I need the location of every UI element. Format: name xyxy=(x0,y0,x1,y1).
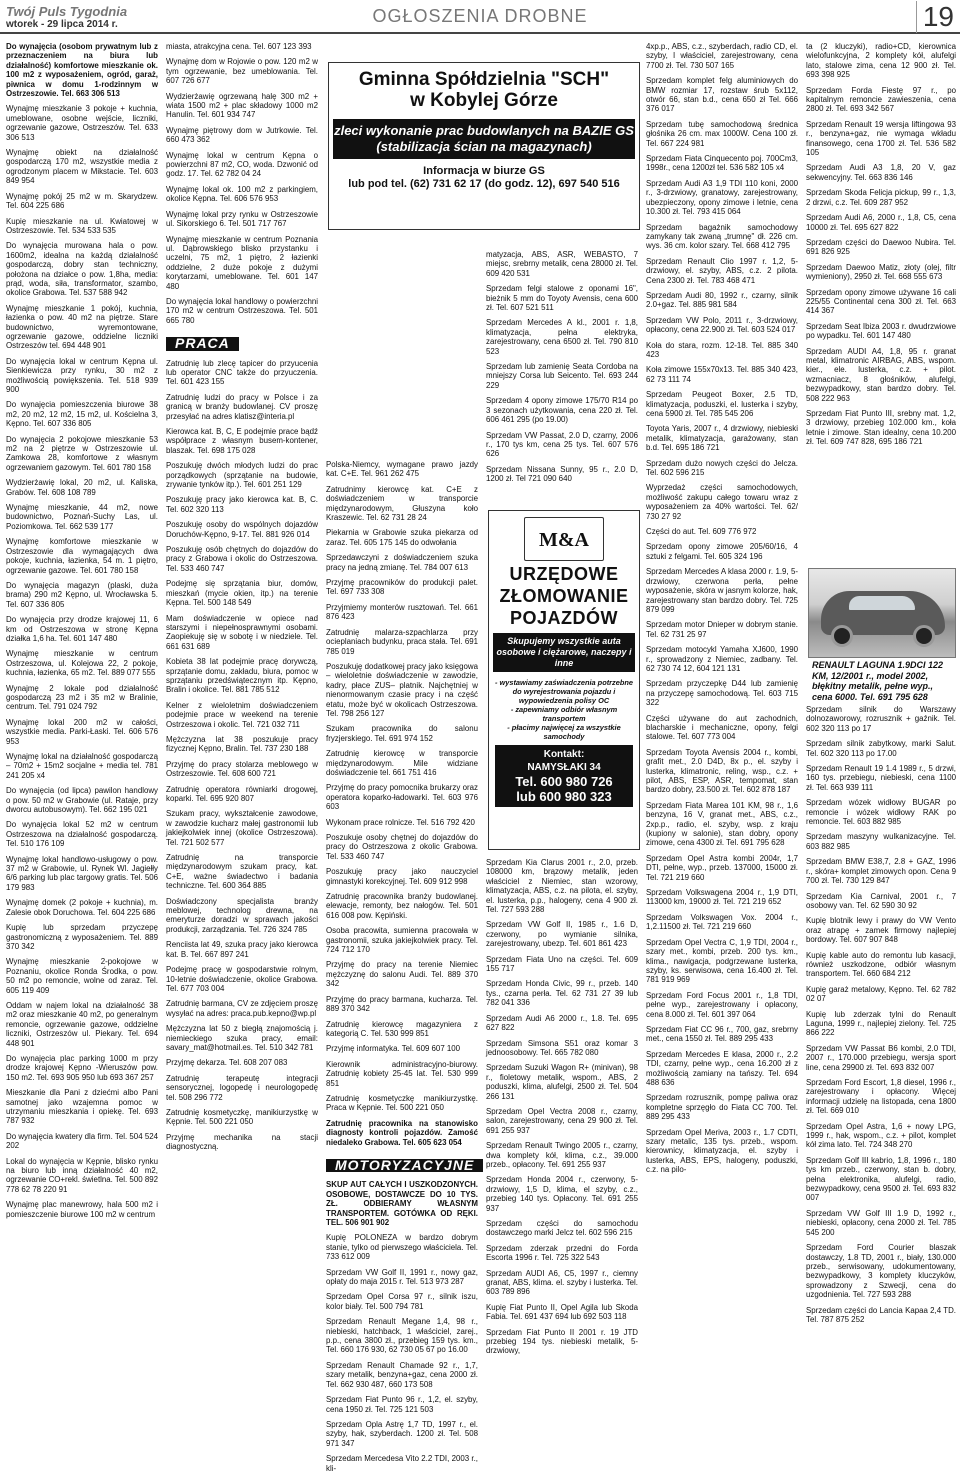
classified-ad: Sprzedam Peugeot Boxer, 2.5 TD, klimatyzacja, poduszki, el. lusterka i szyby, cena 5900 zł. Tel. 785 545 206 xyxy=(646,390,798,418)
classified-ad: Sprzedam VW Golf III 1.9 D, 1992 r., niebieski, opłacony, cena 2000 zł. Tel. 785 545 200 xyxy=(806,1208,956,1237)
classified-ad: Szukam pracy, wykształcenie zawodowe, w zawodzie kucharz małej gastronomii lub jakiejkolwiek innej (okolice Ostrzeszowa). Tel. 721 502 577 xyxy=(166,809,318,847)
classified-ad: Sprzedam Audi 80, 1992 r., czarny, silnik 2.0+gaz. Tel. 885 981 584 xyxy=(646,290,798,310)
classified-ad: Sprzedam Fiata Cinquecento poj. 700Cm3, 1998r., cena 1200zł tel. 536 582 105 x4 xyxy=(646,154,798,173)
classified-ad: Podejmę się sprzątania biur, domów, mieszkań (mycie okien, itp.) na terenie Kępna. Tel. 500 148 549 xyxy=(166,579,318,608)
classified-ad: Zatrudnię kosmetyczkę manikiurzystkę. Praca w Kępnie. Tel. 500 221 050 xyxy=(326,1093,478,1113)
section-header-motoryzacyjne: MOTORYZACYJNE xyxy=(326,1159,483,1172)
classified-ad: Sprzedam rozrusznik, pompę paliwa oraz kompletne sprzęgło do Fiata CC 700. Tel. 889 295 433 xyxy=(646,1093,798,1122)
classified-ad: Kobieta 38 lat podejmie pracę dorywczą, sprzątanie domu, zakładu, biura, pomoc w sprzątaniu przedświątecznym itp. Kępno, Bralin i okolice. Tel. 881 785 512 xyxy=(166,657,318,695)
classified-ad: Sprzedam Ford Focus 2001 r., 1,8 TDI, pełne wyp., zarejestrowany i opłacony, cena 8.000 zł. Tel. 601 397 064 xyxy=(646,990,798,1019)
classified-ad: miasta, atrakcyjna cena. Tel. 607 123 393 xyxy=(166,42,312,51)
ad-gs-title-1: Gminna Spółdzielnia "SCH" xyxy=(358,69,610,90)
classified-ad: Do wynajęcia pomieszczenia biurowe 38 m2, 20 m2, 12 m2, 15 m2, ul. Kościelna 3, Kępno. Tel. 607 336 805 xyxy=(6,400,158,429)
classified-ad: Sprzedam Simsona S51 oraz komar 3 jednoosobowy. Tel. 665 782 080 xyxy=(486,1038,638,1057)
classified-ad: Wydzierżawię lokal, 20 m2, ul. Kaliska, Grabów. Tel. 608 108 789 xyxy=(6,478,158,497)
classified-ad: Sprzedam zderzak przedni do Forda Escorta 1996 r. Tel. 725 322 543 xyxy=(486,1243,638,1263)
classified-ad: Do wynajęcia magazyn (plaski, duża brama) 290 m2 Kępno, ul. Wrocławska 5. Tel. 607 336 805 xyxy=(6,580,158,609)
ad-ma-phone-1: Tel. 600 980 726 xyxy=(515,774,613,789)
classified-ad: Kupię garaż metalowy, Kępno. Tel. 62 782 02 07 xyxy=(806,984,956,1004)
classified-ad: Sprzedawczyni z doświadczeniem szuka pracy na jedną zmianę. Tel. 784 007 613 xyxy=(326,553,478,572)
classified-ad: Poszukuję osób chętnych do dojazdów do pracy z Grabowa i okolic do Ostrzeszowa. Tel. 533 460 747 xyxy=(166,545,318,573)
classified-ad: Sprzedam Opel Vectra C, 1,9 TDI, 2004 r., szary met., kombi, przeb. 200 tys. km., klima., nawigacja, podgrzewane lusterka, szyby, ks. serwisowa, cena 16.400 zł. Tel. 781 919 969 xyxy=(646,937,798,985)
classified-ad: Sprzedam komplet felg aluminiowych do BMW rozmiar 17, rozstaw śrub 5x112, otwór 66, stan b.d., cena 650 zł Tel. 666 376 017 xyxy=(646,76,798,114)
ad-ma-bar: Skupujemy wszystkie auta osobowe i ciężarowe, naczepy i inne xyxy=(493,633,635,672)
classified-ad: Do wynajęcia 2 pokojowe mieszkanie 53 m2 na 2 piętrze w Ostrzeszowie ul. Zamkowa 28, komfortowe z własnym ogrzewaniem gazowym. Tel. 601 780 158 xyxy=(6,434,158,472)
classified-ad: Wynajmę komfortowe mieszkanie w Ostrzeszowie dla wymagających dwa pokoje, kuchnia, łazienka, 54 m. 1 piętro, ogrzewanie gazowe. Tel. 601 780 158 xyxy=(6,537,158,575)
classified-ad: Wynajmę lokal na działalność gospodarczą – 70m2 + 15m2 socjalne + media tel. 781 241 205 x4 xyxy=(6,752,158,780)
classified-ad: Zatrudnię kierowcę magazyniera z kategorią C. Tel. 530 999 851 xyxy=(326,1019,478,1038)
classified-ad: Sprzedam Renault Megane 1,4, 98 r., niebieski, hatchback, 1 właściciel, zarej., p.p., cena 3800 zł., przebieg 159 tys. km., Tel. 660 176 930, 62 730 05 67 po 16.00 xyxy=(326,1317,478,1355)
classified-ad: Szukam pracownika do salonu fryzjerskiego. Tel. 691 974 152 xyxy=(326,724,478,743)
classified-ad: Sprzedam Mercedes E klasa, 2000 r., 2.2 TDI, czarny, pełne wyp., cena 16.200 zł z możliwością zamiany na tańszy. Tel. 694 488 636 xyxy=(646,1049,798,1087)
classified-ad: Oddam w najem lokal na działalność 38 m2 oraz mieszkanie 40 m2, po generalnym remoncie, ogrzewanie gazowe, oddzielne liczniki, Ostrzeszów ul. Piekary. Tel. 694 448 901 xyxy=(6,1000,158,1048)
classified-ad: Sprzedam 4 opony zimowe 175/70 R14 po 3 sezonach użytkowania, cena 220 zł. Tel. 606 461 295 (po 19.00) xyxy=(486,396,638,425)
ad-ma-contact xyxy=(495,745,633,807)
classified-ad: Do wynajęcia lokal w centrum Kępna ul. Sienkiewicza przy rynku, 30 m2 z możliwością powiększenia. Tel. 518 939 900 xyxy=(6,356,158,394)
classified-ad: Wynajmę lokal przy rynku w Ostrzeszowie ul. Sikorskiego 6. Tel. 501 717 767 xyxy=(166,209,318,229)
classified-ad: Sprzedam BMW E38,7, 2.8 + GAZ, 1996 r., skóra+ komplet zimowych opon. Cena 9 700 zł. Tel. 730 129 847 xyxy=(806,857,956,886)
classified-ad: Wynajmę mieszkanie 3 pokoje + kuchnia, umeblowane, osobne wejście, liczniki, ogrzewanie gazowe, Ostrzeszów. Tel. 633 306 513 xyxy=(6,104,158,142)
classified-ad: ta (2 kluczyki), radio+CD, kierownica wielofunkcyjna, 2 komplety kół, alufelgi lato, stalowe zima, cena 12 900 zł. Tel. 693 398 925 xyxy=(806,42,956,80)
classified-ad: Mężczyzna lat 50 z biegłą znajomością j. niemieckiego szuka pracy, email: savary_mat@hotmail.es. Tel. 510 342 781 xyxy=(166,1024,318,1052)
classified-ad: Sprzedam Kia Carnival, 2001 r., 7 osobowy van. Tel. 62 590 30 92 xyxy=(806,891,956,910)
classified-ad: Polska-Niemcy, wymagane prawo jazdy kat. C+E. Tel. 961 262 475 xyxy=(326,460,478,479)
classified-ad: Mam doświadczenie w opiece nad starszymi i niepełnosprawnymi osobami. Zaopiekuję się w sobotę i w niedziele. Tel. 661 631 689 xyxy=(166,613,318,651)
classified-ad: Sprzedam Forda Fiestę 97 r., po kapitalnym remoncie zawieszenia, cena 2800 zł. Tel. 693 342 567 xyxy=(806,85,956,114)
classified-ad: Sprzedam Fiat Punto II 2001 r. 19 JTD przebieg 194 tys. niebieski metalik, 5-drzwiowy, xyxy=(486,1327,638,1356)
classified-ad: Wynajmę dom w Rojowie o pow. 120 m2 w tym ogrzewanie, bez umeblowania. Tel. 607 726 677 xyxy=(166,57,318,86)
classified-ad: Sprzedam Seat Ibiza 2003 r. dwudrzwiowe po wypadku. Tel. 601 147 480 xyxy=(806,321,956,341)
classified-ad: Sprzedam Audi A3 1,8, 20 V, gaz sekwencyjny. Tel. 663 836 146 xyxy=(806,163,956,182)
classified-ad: Przyjmę do pracy stolarza meblowego w Ostrzeszowie. Tel. 608 600 721 xyxy=(166,759,318,779)
classified-ad: Sprzedam części do Daewoo Nubira. Tel. 691 826 925 xyxy=(806,237,956,257)
classified-ad: Sprzedam Suzuki Wagon R+ (minivan), 98 r., fioletowy metalik, wspom., ABS, 2 poduszki, klima, alufelgi, 2500 zł. Tel. 504 266 131 xyxy=(486,1063,638,1101)
classified-ad: Sprzedam Ford Escort, 1,8 diesel, 1996 r., zarejestrowany i opłacony. Więcej informacji udzielę na listopada, cena 1800 zł. Tel. 669 010 xyxy=(806,1078,956,1116)
classified-ad: Sprzedam motocykl Yamaha XJ600, 1990 r., sprowadzony z Niemiec, zadbany. Tel. 62 730 74 12, 604 121 131 xyxy=(646,645,798,673)
classified-ad: Przyjmę do pracy na terenie Niemiec mężczyznę do salonu Audi. Tel. 889 370 342 xyxy=(326,960,478,989)
classified-ad: Przyjmę pracowników do produkcji palet. Tel. 697 733 308 xyxy=(326,578,478,597)
classified-ad: Sprzedam opony zimowe 205/60/16, 4 sztuki z felgami. Tel. 605 324 196 xyxy=(646,542,798,561)
classified-ad: Poszukuję dwóch młodych ludzi do prac porządkowych (sprzątanie na budowie, zrywanie tynków itp.). Tel. 601 251 129 xyxy=(166,461,318,490)
column-5 xyxy=(646,42,798,1438)
classified-ad: Zatrudnię ludzi do pracy w Polsce i za granicą w branży budowlanej. CV proszę przesyłać na adres klatisz@interia.pl xyxy=(166,392,318,421)
ad-ma-address: NAMYSŁAKI 34 xyxy=(527,762,601,773)
classified-ad: Sprzedam przyczepkę D44 lub zamienię na przyczepę samochodową. Tel. 603 715 322 xyxy=(646,679,798,708)
classified-ad: Wynajmę lokal w centrum Kępna o powierzchni 87 m2, CO, woda. Dzwonić od godz. 17. Tel. 62 782 04 24 xyxy=(166,150,318,179)
classified-ad: Przyjmę dekarza. Tel. 608 207 083 xyxy=(166,1058,288,1068)
section-title: OGŁOSZENIA DROBNE xyxy=(372,6,588,26)
classified-ad: Kupię Fiat Punto II, Opel Agila lub Skoda Fabia. Tel. 691 437 694 lub 692 503 118 xyxy=(486,1302,638,1322)
ad-ma-list-item: - płacimy najwięcej za wszystkie samochody xyxy=(507,723,621,741)
page-header xyxy=(0,0,960,34)
classified-ad: Sprzedam Opel Astra, 1,6 + nowy LPG, 1999 r., hak, wspom., c.z. + pilot, komplet kół zima lato. Tel. 724 348 270 xyxy=(806,1121,956,1150)
classified-ad: Podejmę pracę w gospodarstwie rolnym, 10-letnie doświadczenie, okolice Grabowa. Tel. 677 703 004 xyxy=(166,965,318,993)
column-6-bottom xyxy=(806,705,956,1438)
classified-ad: Sprzedam Fiata Marea 101 KM, 98 r., 1,6 benzyna, 16 V, granat met., ABS, c.z., 2xp.p., radio, el. szyby, wsp. z kraju (kupiony w salonie), stan dobry, opony zimowe, cena 4300 zł. Tel. 691 795 628 xyxy=(646,800,798,848)
classified-ad: Sprzedam VW Passat, 2.0 D, czarny, 2006 r., 170 tys km, cena 25 tys. Tel. 607 576 626 xyxy=(486,430,638,459)
classified-ad: Zatrudnię operatora równiarki drogowej, koparki. Tel. 695 920 807 xyxy=(166,784,318,803)
classified-ad: Sprzedam Honda Civic, 99 r., przeb. 140 tys., czarna perła. Tel. 62 731 27 39 lub 782 041 336 xyxy=(486,979,638,1008)
ad-ma-phone-2: lub 600 980 323 xyxy=(516,789,612,804)
classified-ad: Sprzedam Fiata Uno na części. Tel. 609 155 717 xyxy=(486,954,638,974)
classified-ad: Sprzedam Honda 2004 r., czerwony, 5-drzwiowy, 1,5 D, klima, el szyby, c.z., przebieg 140 tys. Opłacony. Tel. 691 255 937 xyxy=(486,1175,638,1213)
classified-ad: Do wynajęcia kwatery dla firm. Tel. 504 524 202 xyxy=(6,1131,158,1151)
classified-ad: Przyjmę do pracy pomocnika brukarzy oraz operatora koparko-ładowarki. Tel. 603 976 603 xyxy=(326,783,478,812)
ad-gs-bar xyxy=(333,119,635,159)
column-2 xyxy=(166,42,318,1438)
classified-ad: Wynajmę domek (2 pokoje + kuchnia), m. Zalesie obok Doruchowa. Tel. 604 225 686 xyxy=(6,898,158,917)
classified-ad: Sprzedam Nissana Sunny, 95 r., 2.0 D, 1200 zł. Tel 721 090 640 xyxy=(486,464,638,484)
classified-ad: SKUP AUT CAŁYCH I USZKODZONYCH. OSOBOWE, DOSTAWCZE DO 10 TYS. ZŁ. ODBIERAMY WŁASNYM TRANSPORTEM. GOTÓWKA OD RĘKI. TEL. 506 901 902 xyxy=(326,1180,478,1227)
classified-ad: Wynajmę mieszkanie w centrum Ostrzeszowa, ul. Kolejowa 22, 2 pokoje, kuchnia, łazienka, 65 m2. Tel. 889 077 555 xyxy=(6,649,158,678)
classified-ad: Sprzedam VW Polo, 2011 r., 3-drzwiowy, opłacony, cena 22.900 zł. Tel. 603 524 017 xyxy=(646,315,798,335)
page-number: 19 xyxy=(916,1,954,33)
classified-ad: Mężczyzna lat 38 poszukuje pracy fizycznej Kępno, Bralin. Tel. 737 230 188 xyxy=(166,734,318,754)
classified-ad: Sprzedam bagażnik samochodowy zamykany tak zwaną „trumnę" dł. 226 cm. wys. 36 cm. kolor szary. Tel. 668 412 795 xyxy=(646,222,798,251)
classified-ad: 4xp.p., ABS, c.z., szyberdach, radio CD, el. szyby, I właściciel, zarejestrowany, cena 7700 zł. Tel. 730 507 165 xyxy=(646,42,798,70)
classified-ad: Przyjmę mechanika na stacji diagnostyczną. xyxy=(166,1132,318,1152)
issue-date: wtorek - 29 lipca 2014 r. xyxy=(6,19,118,30)
classified-ad: Sprzedam Fiat Punto III, srebny mat. 1,2, 3 drzwiowy, przebieg 102.000 km., koła letnie i zimowe. Stan idealny, cena 10.200 zł. Tel. 609 747 828, 695 186 721 xyxy=(806,409,956,447)
classified-ad: Sprzedam VW Golf II, 1985 r., 1.6 D, czerwony, po wymianie silnika, zarejestrowany, ubezp. Tel. 601 861 423 xyxy=(486,920,638,949)
classified-ad: Sprzedam Opel Astra kombi 2004r, 1,7 DTI, pełne, wyp., przeb. 137000, 15000 zł. Tel. 721 219 660 xyxy=(646,853,798,882)
classified-ad: Sprzedam silnik do Warszawy dolnozaworowy, rozrusznik + gaźnik. Tel. 602 320 113 po 17 xyxy=(806,705,956,733)
classified-ad: Poszukuje osoby chętnej do dojazdów do pracy do Ostrzeszowa z okolic Grabowa. Tel. 533 460 747 xyxy=(326,833,478,861)
classified-ad: Sprzedam Daewoo Matiz, złoty (olej, filtr wymieniony), 2950 zł. Tel. 668 555 673 xyxy=(806,262,956,282)
classified-ad: Sprzedam Audi A6, 2000 r., 1,8, C5, cena 10000 zł. Tel. 695 627 822 xyxy=(806,213,956,232)
classified-ad: Sprzedam Mercedesa Vito 2.2 TDI, 2003 r., kli- xyxy=(326,1454,478,1473)
classified-ad: Części używane do aut zachodnich, blacharskie i mechaniczne, opony, felgi stalowe. Tel. 607 773 004 xyxy=(646,713,798,742)
classified-ad: Sprzedam Audi A6 2000 r., 1.8. Tel. 695 627 822 xyxy=(486,1013,638,1033)
classified-ad: Piekarnia w Grabowie szuka piekarza od zaraz. Tel. 605 175 145 do odwołania xyxy=(326,528,478,547)
classified-ad: Sprzedam Skoda Felicja pickup, 99 r., 1,3, 2 drzwi, c.z. Tel. 609 287 952 xyxy=(806,188,956,207)
classified-ad: Zatrudnię na transporcie międzynarodowym szukam pracy, kat. C+E, ważne świadectwo i badania techniczne. Tel. 600 364 885 xyxy=(166,853,318,891)
classified-ad: Wynajmę lokal ok. 100 m2 z parkingiem, okolice Kępna. Tel. 606 576 953 xyxy=(166,184,318,204)
classified-ad: Zatrudnię barmana, CV ze zdjęciem proszę wysyłać na adres: praca.pub.kepno@wp.pl xyxy=(166,999,318,1018)
classified-ad: Sprzedam Renault 19 1.4 1989 r., 5 drzwi, 160 tys. przebiegu, niebieski, cena 1100 zł. Tel. 663 939 111 xyxy=(806,764,956,792)
classified-ad: Zatrudnimy kierowcę kat. C+E z doświadczeniem w transporcie międzynarodowym, Głuszyna koło Kraszewic. Tel. 62 731 28 24 xyxy=(326,484,478,523)
classified-ad: Sprzedam Renault 19 wersja liftingowa 93 r., benzyna+gaz, nie wymaga wkładu finansowego, cena 1700 zł. Tel. 536 582 105 xyxy=(806,119,956,158)
classified-ad: Do wynajęcia murowana hala o pow. 1600m2, idealna na każdą działalność gospodarczą, dobry stan techniczny, położona na działce o pow. 1,8ha, media: prąd, woda, siła, transformator, szambo, okolice Grabowa. Tel. 537 588 942 xyxy=(6,241,158,298)
classified-ad: Zatrudnię kierowcę w transporcie międzynarodowym. Mile widziane doświadczenie tel. 661 751 416 xyxy=(326,749,478,777)
classified-ad: Sprzedam dużo nowych części do Jelcza. Tel. 602 596 215 xyxy=(646,458,798,478)
column-3 xyxy=(326,460,478,1473)
classified-ad: Wynajmę piętrowy dom w Jutrkowie. Tel. 660 473 362 xyxy=(166,125,318,145)
ad-gs-info-1: Informacja w biurze GS xyxy=(423,165,545,177)
classified-ad: Zatrudnię pracownika branży budowlanej. elewacje, remonty, bez nałogów. Tel. 501 616 008 pow. Kępiński. xyxy=(326,892,478,920)
classified-ad: Kupię mieszkanie na ul. Kwiatowej w Ostrzeszowie. Tel. 534 533 535 xyxy=(6,216,158,235)
classified-ad: Wynajmę lokal 200 m2 w całości, wszystkie media. Parki-Łaski. Tel. 606 576 953 xyxy=(6,717,158,746)
classified-ad: Osoba pracowita, sumienna pracowała w gastronomii, szuka jakiejkolwiek pracy. Tel. 724 712 170 xyxy=(326,926,478,955)
classified-ad: Kupię kable auto do remontu lub kasacji, również uszkodzone, odbiór własnym transportem. Tel. 660 684 212 xyxy=(806,950,956,979)
ad-ma-headline-3: POJAZDÓW xyxy=(509,608,618,628)
classified-ad: Sprzedam motor Dnieper w dobrym stanie. Tel. 62 731 25 97 xyxy=(646,620,798,639)
classified-ad: Sprzedam Opel Meriva, 2003 r., 1.7 CDTI, szary metalic, 135 tys. przeb., wspom. kierownicy, klimatyzacja, el. szyby i lusterka, ABS, EPS, halogeny, poduszki, c.z. na pilo- xyxy=(646,1127,798,1175)
classified-ad: Sprzedam Mercedes A kl., 2001 r. 1,8, klimatyzacja, pełna elektryka, zarejestrowany, cena 6500 zł. Tel. 790 810 523 xyxy=(486,318,638,356)
column-6-top xyxy=(806,42,956,562)
classified-ad: Sprzedam Renault Chamade 92 r., 1,7, szary metalik, benzyna+gaz, cena 2000 zł. Tel. 662 930 487, 660 173 508 xyxy=(326,1360,478,1389)
classified-ad: Wynajmę mieszkanie 1 pokój, kuchnia, łazienka o pow. 40 m2 na piętrze. Stare budownictwo, wyremontowane, ogrzewanie gazowe, oddzielne liczniki Ostrzeszów tel. 694 448 901 xyxy=(6,303,158,351)
classified-ad: Sprzedam AUDI A6, C5, 1997 r., ciemny granat, ABS, klima. el. szyby i lusterka. Tel. 603 789 896 xyxy=(486,1268,638,1297)
classified-ad: Kupię blotnik lewy i prawy do VW Vento oraz atrapę + zamek firmowy najlepiej bordowy. Tel. 607 907 848 xyxy=(806,916,956,945)
classified-ad: Do wynajęcia lokal 52 m2 w centrum Ostrzeszowa na działalność gospodarczą. Tel. 510 176 109 xyxy=(6,820,158,849)
classified-ad: Sprzedam Golf III kabrio, 1,8, 1996 r., 180 tys km przeb., czerwony, stan b. dobry, pełna elektronika, alufelgi, radio, bezwypadkowy, cena 9500 zł. Tel. 693 832 007 xyxy=(806,1155,956,1203)
section-header-praca: PRACA xyxy=(166,337,239,350)
ad-gs-info-2: lub pod tel. (62) 731 62 17 (do godz. 12), 697 540 516 xyxy=(348,178,620,190)
classified-ad: Doświadczony specjalista branży meblowej, technolog drewna, na emeryturze doradzi w sprawach jakości produkcji, zarządzania. Tel. 726 324 785 xyxy=(166,896,318,934)
classified-ad: Sprzedam Opel Corsa 97 r., silnik iszu, kolor biały. Tel. 500 794 781 xyxy=(326,1292,478,1311)
classified-ad: Kierownik administracyjno-biurowy. Zatrudnię kobiety 25-45 lat. Tel. 530 999 851 xyxy=(326,1059,478,1088)
classified-ad: Sprzedam Opla Astrę 1,7 TD, 1997 r., el. szyby, hak, szyberdach. 1200 zł. Tel. 508 971 347 xyxy=(326,1419,478,1448)
classified-ad: Sprzedam Volkswagena 2004 r., 1,9 DTI, 113000 km, 19000 zł. Tel. 721 219 652 xyxy=(646,888,798,907)
classified-ad: Przyjmę informatyka. Tel. 609 607 100 xyxy=(326,1044,461,1054)
classified-ad: Do wynajęcia plac parking 1000 m przy drodze krajowej Kępno -Wieruszów pow. 150 m2. Tel. 693 905 950 lub 693 367 257 xyxy=(6,1053,158,1082)
classified-ad: Zatrudnię terapeutę integracji sensorycznej, logopedę i neurologopedę tel. 508 296 772 xyxy=(166,1073,318,1102)
classified-ad: Poszukuję dodatkowej pracy jako księgowa – wieloletnie doświadczenie w zawodzie, kadry, płace ZUS– platnik. Najchętniej w nienormowanym czasie pracy i na część etatu, może być w okolicach Ostrzeszowa. Tel. 798 256 127 xyxy=(326,661,478,718)
classified-ad: Wynajmę mieszkanie, 44 m2, nowe budownictwo, Poznań-Suchy Las, ul. Poziomkowa. Tel. 662 539 177 xyxy=(6,503,158,531)
classified-ad: Sprzedam części do Lancia Kapaa 2,4 TD. Tel. 787 875 252 xyxy=(806,1305,956,1324)
ad-gminna-spoldzielnia xyxy=(328,62,640,230)
car-wheel-shape xyxy=(913,625,935,647)
ad-ma-list-item: - wystawiamy zaświadczenia potrzebne do wyrejestrowania pojazdu i wypowiedzenia polisy OC xyxy=(494,678,633,705)
classified-ad: Zatrudnię kosmetyczkę, manikiurzystkę w Kępnie. Tel. 500 221 050 xyxy=(166,1107,318,1127)
classified-ad: Wynajmę obiekt na działalność gospodarczą 170 m2, wszystkie media z ogrodzonym placem w Mikstacie. Tel. 603 849 954 xyxy=(6,148,158,186)
classified-ad: Sprzedam maszyny wulkanizacyjne. Tel. 603 882 985 xyxy=(806,832,956,851)
classified-ad: Sprzedam AUDI A4, 1,8, 95 r. granat metal, klimatronic AIRBAG, ABS, wspom. kier., ele. lusterka, c.z. + pilot. wzmacniacz, 8 głośników, alufelgi, bezwypadkowy, stan bardzo dobry. Tel. 508 222 963 xyxy=(806,346,956,403)
classified-ad: Wynajmę plac manewrowy, hala 500 m2 i pomieszczenie biurowe 100 m2 w centrum xyxy=(6,1200,158,1219)
column-4-bottom xyxy=(486,858,638,1438)
classified-ad: Zatrudnię malarza-szpachlarza przy ocieplaniach budynku, praca stała. Tel. 691 785 019 xyxy=(326,627,478,656)
classified-ad: Wynajmę lokal handlowo-usługowy o pow. 37 m2 w Grabowie, ul. Rynek Wl. Jagiełły 6/6 parking lub plac targowy gratis. Tel. 506 179 983 xyxy=(6,854,158,892)
classified-ad: Renciista lat 49, szuka pracy jako kierowca kat. B. Tel. 667 897 241 xyxy=(166,940,318,959)
ad-gs-bar-line-2: (stabilizacja ścian na magazynach) xyxy=(376,139,592,154)
classified-ad: Toyota Yaris, 2007 r., 4 drzwiowy, niebieski metalik, klimatyzacja, garażowany, stan b.d. Tel. 695 186 721 xyxy=(646,424,798,453)
classified-ad: Sprzedam tubę samochodową średnica głośnika 26 cm. max 1000W. Cena 100 zł. Tel. 667 224 981 xyxy=(646,119,798,148)
classified-ad: Do wynajęcia (od lipca) pawilon handlowy o pow. 50 m2 w Grabowie (ul. Rataje, przy dworcu autobusowym). Tel. 662 195 021 xyxy=(6,786,158,815)
classified-ad: Kupię POLONEZA w bardzo dobrym stanie, tylko od pierwszego właściciela. Tel. 733 612 009 xyxy=(326,1233,478,1262)
ad-ma-headline-1: URZĘDOWE xyxy=(509,564,619,584)
classified-ad: Sprzedam Renault Twingo 2005 r., czarny, dwa komplety kół, klima, c.z., 39.000 przeb., opłacony. Tel. 691 255 937 xyxy=(486,1141,638,1169)
classified-ad: Sprzedam Opel Vectra 2008 r., czarny, salon, zarejestrowany, cena 29 900 zł. Tel. 691 255 937 xyxy=(486,1106,638,1135)
classified-ad: Zatrudnię lub zlecę tapicer do przyucenia lub operator CNC także do przyuczenia. Tel. 601 423 155 xyxy=(166,358,318,387)
classified-ad: Sprzedam felgi stalowe z oponami 16", bieżnik 5 mm do Toyoty Avensis, cena 600 zł. Tel. 607 521 511 xyxy=(486,284,638,313)
classified-ad: Wynajmę 2 lokale pod działalność gospodarczą 23 m2 i 35 m2 w Bralinie, centrum. Tel. 791 024 792 xyxy=(6,683,158,712)
classified-ad: Do wynajęcia lokal handlowy o powierzchni 170 m2 w centrum Ostrzeszowa. Tel. 501 665 780 xyxy=(166,296,318,325)
classified-ad: Koła do stara, rozm. 12-18. Tel. 885 340 423 xyxy=(646,340,798,359)
ad-m-and-a xyxy=(488,510,640,850)
car-photo xyxy=(808,568,956,658)
classified-ad: Kupię lub sprzedam przyczepę gastronomiczną z wyposażeniem. Tel. 889 370 342 xyxy=(6,923,158,951)
classified-ad: Sprzedam VW Passat B6 kombi, 2.0 TDI, 2007 r., 170.000 przebiegu, wersja sport line, cena 29900 zł. Tel. 693 832 007 xyxy=(806,1043,956,1072)
classified-ad: Sprzedam Toyota Avensis 2004 r., kombi, grafit met., 2.0 D4D, 8x p., el. szyby i lusterka, klimatronic, reling, wsp., c.z. + pilot, ABS, ESP, ASR, tempomat, stan bardzo dobry, 23.500 zł. Tel. 602 878 187 xyxy=(646,747,798,795)
classified-ad: Kupię lub zderzak tylni do Renault Laguna, 1999 r., najlepiej zielony. Tel. 725 866 222 xyxy=(806,1009,956,1038)
ad-ma-list xyxy=(489,678,639,741)
ad-ma-headline-2: ZŁOMOWANIE xyxy=(499,586,629,606)
column-4-top xyxy=(486,250,638,506)
classified-ad: Kelner z wieloletnim doświadczeniem podejmie prace w weekend na terenie Ostrzeszowa i okolic. Tel. 721 032 711 xyxy=(166,700,318,729)
classified-ad: Sprzedam części do samochodu dostawczego marki Jelcz tel. 602 596 215 xyxy=(486,1219,638,1238)
car-wheel-shape xyxy=(831,625,853,647)
car-window-shape xyxy=(849,596,915,610)
ad-gs-bar-line-1: zleci wykonanie prac budowlanych na BAZIE GS xyxy=(334,123,634,138)
classified-ad: Sprzedam VW Golf II, 1991 r., nowy gaz, opłaty do maja 2015 r. Tel. 513 973 287 xyxy=(326,1267,478,1287)
car-photo-caption: RENAULT LAGUNA 1.9DCI 122 KM, 12/2001 r., model 2002, błękitny metalik, pełne wyp., cena 6000. Tel. 691 795 628 xyxy=(812,660,944,702)
classified-ad: Kierowca kat. B, C, E podejmie prace bądź współprace z własnym busem-kontener, blaszak. Tel. 698 175 028 xyxy=(166,427,318,455)
classified-ad: Sprzedam Ford Courier blaszak dostawczy, 1.8 TD, 2001 r., biały, 130.000 przeb., serwisowany, udokumentowany, bezwypadkowy, 3 komplety kluczyków, sprowadzony z Szwecji, cena do uzgodnienia. Tel. 727 593 288 xyxy=(806,1243,956,1300)
classified-ad: Poszukuję pracy jako nauczyciel gimnastyki korekcyjnej. Tel. 609 912 998 xyxy=(326,867,478,886)
ad-ma-contact-label: Kontakt: xyxy=(543,749,585,760)
classified-ad: Do wynajęcia przy drodze krajowej 11, 6 km od Ostrzeszowa w stronę Kępna działka 1,6 ha. Tel. 601 147 480 xyxy=(6,615,158,643)
ad-gs-title-2: w Kobylej Górze xyxy=(410,90,558,111)
classified-ad: Sprzedam lub zamienię Seata Cordoba na mniejszy Corsa lub Seicento. Tel. 693 244 229 xyxy=(486,362,638,390)
publication-name: Twój Puls Tygodnia xyxy=(6,4,128,19)
classified-ad: Koła zimowe 155x70x13. Tel. 885 340 423, 62 73 111 74 xyxy=(646,365,798,384)
classified-ad: Przyjmiemy monterów rusztowań. Tel. 661 876 423 xyxy=(326,602,478,622)
classified-ad: Mieszkanie dla Pani z dziećmi albo Pani samotnej jako wzajemna pomoc w utrzymaniu mieszkania i opiekę. Tel. 693 787 932 xyxy=(6,1088,158,1126)
classified-ad: Sprzedam Audi A3 1,9 TDI 110 koni, 2000 r., 3-drzwiowy, granatowy, zarejestrowany, ubezpieczony, opony zimowe i letnie, cena 10.300 zł. Tel. 793 415 064 xyxy=(646,178,798,217)
classified-ad: Wynajmę mieszkanie w centrum Poznania ul. Dąbrowskiego blisko przystanku i uczelni, 75 m2, 1 piętro, 2 łazienki oddzielne, 2 duże pokoje z dużymi korytarzami, umeblowane. Tel. 601 147 480 xyxy=(166,234,318,291)
classified-ad: Sprzedam opony zimowe używane 16 cali 225/55 Continental cena 300 zł. Tel. 663 414 367 xyxy=(806,287,956,316)
classified-ad: Sprzedam Fiat CC 96 r., 700, gaz, srebrny met., cena 1550 zł. Tel. 889 295 433 xyxy=(646,1024,798,1044)
classified-ad: Do wynajęcia (osobom prywatnym lub z przeznaczeniem na biura lub działalność) komfortowe mieszkanie ok. 100 m2 z wyposażeniem, ogród, garaż, piwnica w domu 1-rodzinnym w Ostrzeszowie. Tel. 663 306 513 xyxy=(6,42,158,99)
classified-ad: Przyjmę do pracy barmana, kucharza. Tel. 889 370 342 xyxy=(326,994,478,1014)
classified-ad: Sprzedam Mercedes A klasa 2000 r. 1.9, 5-drzwiowy, czerwona perła, pełne wyposażenie, skóra w jasnym kolorze, hak, zarejestrowany stan bardzo dobry. Tel. 725 879 099 xyxy=(646,567,798,614)
classified-ad: Części do aut. Tel. 609 776 972 xyxy=(646,527,757,537)
classified-ad: Wynajmę mieszkanie 2-pokojowe w Poznaniu, okolice Ronda Środka, o pow. 50 m2 po remoncie, wolne od zaraz. Tel. 605 119 409 xyxy=(6,957,158,995)
classified-ad: Sprzedam Renault Clio 1997 r. 1,2, 5-drzwiowy, el. szyby, ABS, c.z. 2 pilota. Cena 2300 zł. Tel. 783 468 471 xyxy=(646,256,798,285)
classified-ad: Lokal do wynajęcia w Kępnie, blisko rynku na biuro lub inną działalność 40 m2, ogrzewanie CO+rekl. świetlna. Tel. 500 892 778 62 78 220 91 xyxy=(6,1156,158,1194)
ad-ma-list-item: - zapewniamy odbiór własnym transportem xyxy=(510,705,618,723)
classified-ad: Sprzedam Fiat Punto 96 r., 1,2, el. szyby, cena 1950 zł. Tel. 725 121 503 xyxy=(326,1395,478,1414)
classified-ad: Sprzedam Volkswagen Vox. 2004 r., 1,2.11500 zł. Tel. 721 219 660 xyxy=(646,912,798,932)
classified-ad: Sprzedam wózek widłowy BUGAR po remoncie i wózek widłowy RAK po remoncie. Tel. 603 882 985 xyxy=(806,798,956,827)
column-1 xyxy=(6,42,158,1438)
classified-ad: Poszukuję pracy jako kierowca kat. B, C. Tel. 602 320 113 xyxy=(166,495,318,514)
classified-ad: Poszukuję osoby do wspólnych dojazdów Doruchów-Kępno, 9-17. Tel. 881 926 014 xyxy=(166,520,318,539)
classified-ad: Zatrudnię pracownika na stanowisko diagnosty kontroli pojazdów. Zamość niedaleko Grabowa. Tel. 605 623 054 xyxy=(326,1118,478,1147)
classified-ad: Wykonam prace rolnicze. Tel. 516 792 420 xyxy=(326,817,475,827)
classified-ad: Wydzierżawię ogrzewaną halę 300 m2 + wiata 1500 m2 + plac składowy 1000 m2 Hanulin. Tel. 601 934 747 xyxy=(166,91,318,120)
classified-ad: Wynajmę pokój 25 m2 w m. Skarydzew. Tel. 604 225 686 xyxy=(6,191,158,211)
classified-ad: matyzacja, ABS, ASR, WEBASTO, 7 miejsc, srebrny metalik, cena 28000 zł. Tel. 609 420 531 xyxy=(486,250,638,278)
ad-ma-logo: M&A xyxy=(524,517,604,561)
classified-ad: Wyprzedaż części samochodowych, możliwość zakupu całego towaru wraz z wyposażeniem za 40% wartości. Tel. 62/ 730 27 92 xyxy=(646,483,798,521)
classified-ad: Sprzedam Kia Clarus 2001 r., 2.0, przeb. 108000 km, brązowy metalik, jeden właściciel z Niemiec, stan wzorowy, klimatyzacja, ABS, c.z. na pilota, el. szyby, el. lusterka, p.p., halogeny, cena 4 900 zł. Tel. 727 593 288 xyxy=(486,858,638,915)
classified-ad: Sprzedam silnik zabytkowy, marki Salut. Tel. 602 320 113 po 17.00 xyxy=(806,739,956,758)
